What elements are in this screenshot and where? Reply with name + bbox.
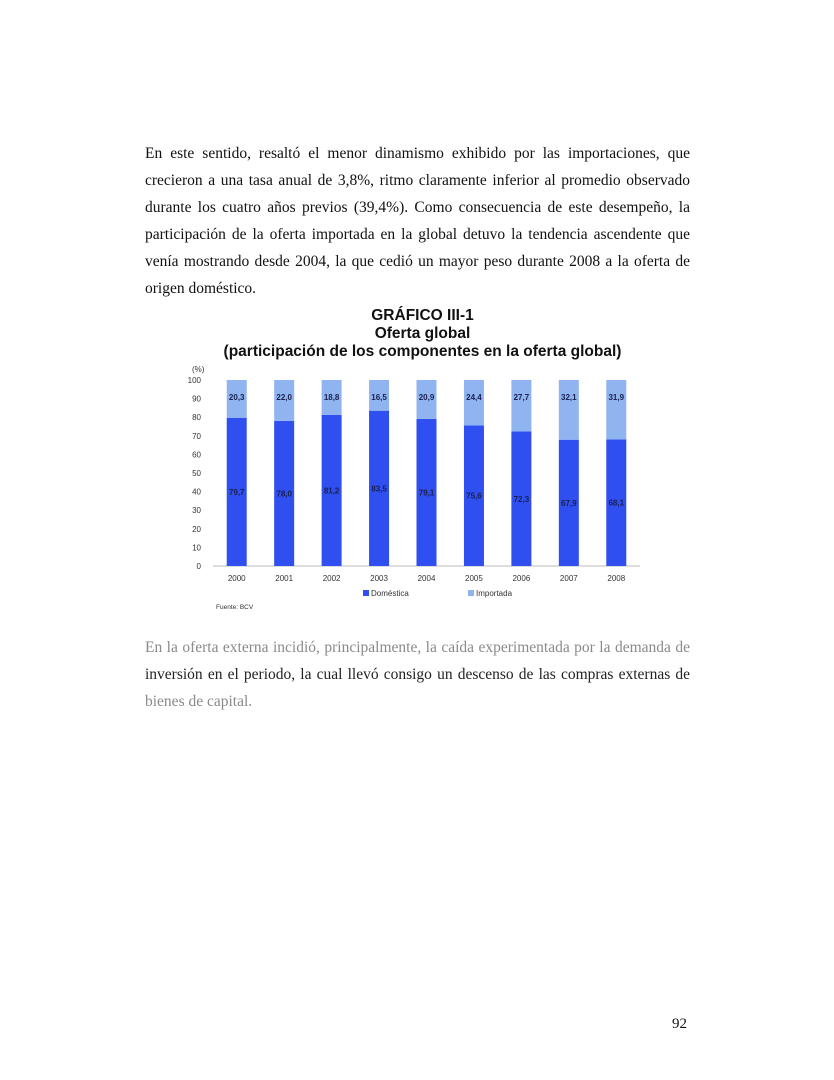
bar-importada [559,380,579,440]
x-tick-label: 2007 [559,574,578,583]
intro-paragraph: En este sentido, resaltó el menor dinamismo exhibido por las importaciones, que crecieron a una tasa anual de 3,8%, ritmo claramente inferior al promedio observado durante los cuatro años previos (39,4%). Como consecuencia de este desempeño, la participación de la oferta importada en la global detuvo la tendencia ascendente que venía mostrando desde 2004, la que cedió un mayor peso durante 2008 a la oferta de origen doméstico. [145,145,690,297]
bar-importada [606,380,626,439]
second-paragraph-line1: En la oferta externa incidió, principalmente, la caída experimentada por la demanda de [145,639,690,656]
data-label: 20,3 [228,393,245,402]
x-tick-label: 2008 [607,574,626,583]
x-tick-label: 2003 [370,574,388,583]
y-tick-label: 100 [187,376,201,385]
chart-number: GRÁFICO III-1 [371,307,474,324]
data-label: 27,7 [513,393,530,402]
y-tick-label: 10 [192,543,201,553]
chart-title: Oferta global [374,325,471,342]
data-label: 78,0 [276,489,292,499]
second-paragraph [145,634,690,715]
y-tick-label: 80 [192,413,201,423]
y-tick-label: 40 [192,487,201,497]
data-label: 72,3 [513,494,530,504]
legend-label: Doméstica [371,589,409,598]
bar-importada [464,380,484,425]
chart-source: Fuente: BCV [216,604,254,611]
data-label: 68,1 [608,498,625,508]
legend-label: Importada [476,589,513,598]
data-label: 67,9 [561,498,577,508]
y-tick-label: 70 [192,431,201,441]
bar-importada [511,380,531,432]
y-tick-label: 60 [192,450,201,460]
data-label: 16,5 [371,393,387,402]
y-tick-label: 0 [196,562,201,571]
data-label: 31,9 [608,393,625,402]
second-paragraph-line2: inversión en el periodo, la cual llevó consigo un descenso de las compras externas de [145,666,690,683]
y-tick-label: 30 [192,506,201,516]
data-label: 20,9 [418,393,435,402]
data-label: 22,0 [276,393,292,402]
data-label: 79,7 [228,487,245,497]
data-label: 79,1 [418,488,435,498]
y-tick-label: 50 [192,469,201,478]
x-tick-label: 2006 [512,574,531,583]
data-label: 83,5 [371,484,387,494]
data-label: 75,6 [466,491,482,501]
y-tick-label: 20 [192,524,201,534]
data-label: 24,4 [466,393,482,402]
stacked-bar-chart [180,360,660,620]
x-tick-label: 2000 [227,574,246,583]
data-label: 18,8 [323,393,340,402]
data-label: 32,1 [561,393,577,402]
page-number: 92 [672,1016,687,1032]
legend-swatch [468,590,474,596]
y-axis-label: (%) [192,365,205,374]
x-tick-label: 2002 [322,574,341,583]
y-tick-label: 90 [192,394,201,404]
x-tick-label: 2001 [275,574,294,583]
x-tick-label: 2004 [417,574,436,583]
data-label: 81,2 [323,486,340,496]
legend-swatch [363,590,369,596]
second-paragraph-line3: bienes de capital. [145,693,253,710]
chart-subtitle: (participación de los componentes en la oferta global) [223,343,622,360]
x-tick-label: 2005 [465,574,483,583]
